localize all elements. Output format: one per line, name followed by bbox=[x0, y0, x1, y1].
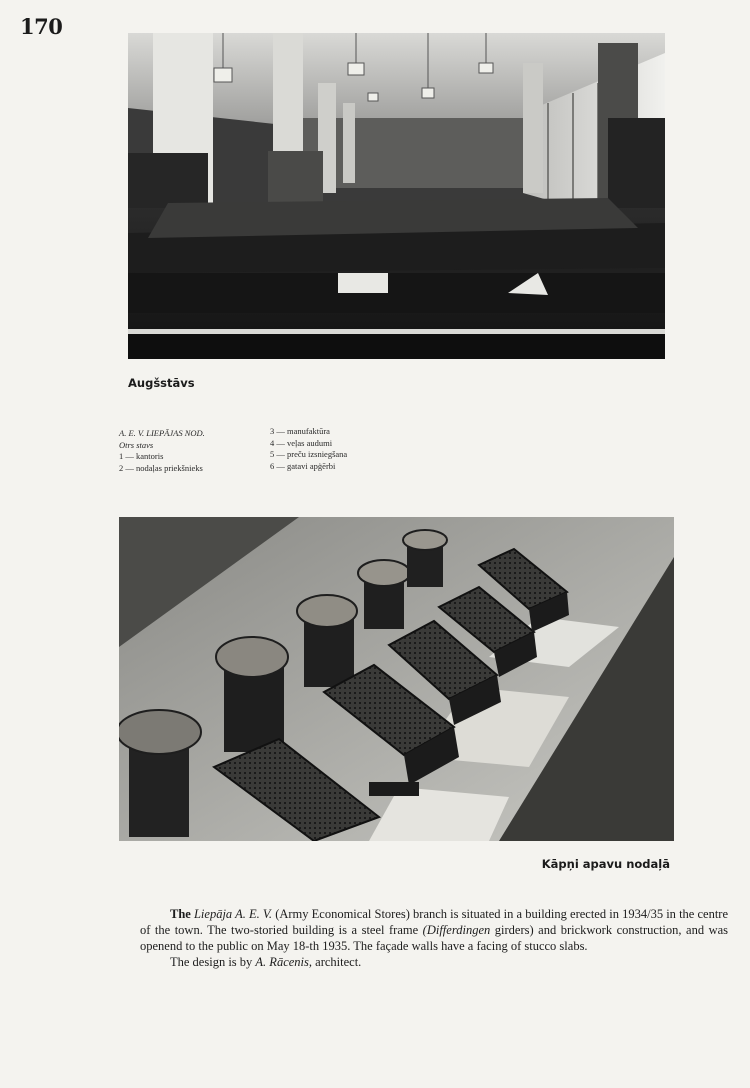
body-construction: and brickwork construction, and was openend to the public on May 18-th 1935. The façade walls have a facing of stucco slabs. bbox=[140, 923, 729, 953]
floor-plan-legend-right bbox=[270, 426, 347, 472]
legend-item: 2 — nodaļas priekšnieks bbox=[119, 462, 203, 473]
legend-subtitle: Otrs stavs bbox=[119, 439, 154, 450]
body-paragraph-1 bbox=[140, 906, 728, 954]
legend-item: 4 — veļas audumi bbox=[270, 437, 333, 448]
body-paragraph-2 bbox=[140, 954, 728, 970]
body-architect-name: A. Rācenis, bbox=[255, 955, 313, 969]
floor-plan-legend-left bbox=[119, 428, 205, 474]
interior-caption: Augšstāvs bbox=[128, 376, 195, 390]
legend-item: 1 — kantoris bbox=[119, 451, 164, 461]
stairs-caption: Kāpņi apavu nodaļā bbox=[541, 857, 670, 871]
stairs-photo bbox=[119, 517, 674, 841]
body-girders: girders) bbox=[494, 923, 534, 937]
body-the: The bbox=[170, 907, 191, 921]
interior-photo bbox=[128, 33, 665, 359]
legend-item: 5 — preču izsniegšana bbox=[270, 449, 348, 459]
body-architect-label: architect. bbox=[315, 955, 362, 969]
legend-title: A. E. V. LIEPĀJAS NOD. bbox=[119, 428, 205, 438]
legend-item: 3 — manufaktūra bbox=[270, 426, 330, 436]
body-design-by: The design is by bbox=[170, 955, 253, 969]
body-frame-type: (Differdingen bbox=[422, 923, 491, 937]
legend-item: 6 — gatavi apģērbi bbox=[270, 460, 336, 471]
page-number: 170 bbox=[20, 14, 63, 39]
body-branch-name: Liepāja A. E. V. bbox=[193, 907, 273, 921]
body-text bbox=[140, 906, 728, 970]
body-description: (Army Economical Stores) branch is situated in a building erected in 1934/35 in the centre of the town. The two-storied building is a steel frame bbox=[140, 907, 729, 937]
